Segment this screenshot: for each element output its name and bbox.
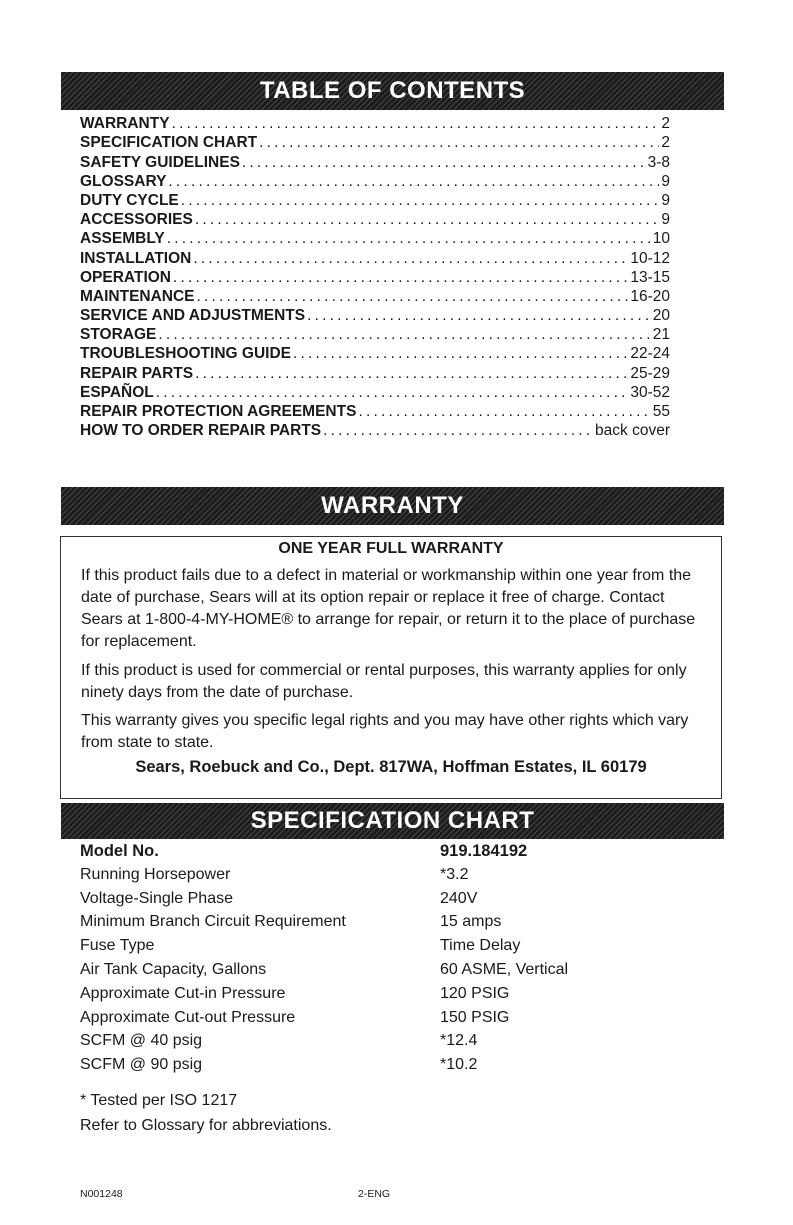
- toc-row: [80, 114, 670, 133]
- warranty-banner-title: WARRANTY: [321, 492, 464, 519]
- spec-label: Model No.: [80, 842, 159, 860]
- spec-header-row: [80, 840, 640, 864]
- spec-value: 919.184192: [440, 842, 528, 860]
- spec-value: 120 PSIG: [440, 984, 510, 1002]
- spec-row: [80, 959, 640, 983]
- warranty-banner: [61, 487, 724, 525]
- toc-row: [80, 306, 670, 325]
- toc-entry-title: ASSEMBLY: [80, 230, 165, 248]
- spec-banner-title: SPECIFICATION CHART: [250, 807, 535, 834]
- toc-leader-dots: [193, 249, 628, 268]
- spec-row: [80, 1030, 640, 1054]
- toc-row: [80, 402, 670, 421]
- toc-entry-page: 25-29: [630, 364, 670, 382]
- spec-label: SCFM @ 40 psig: [80, 1032, 203, 1050]
- toc-leader-dots: [173, 268, 628, 287]
- spec-label: Voltage-Single Phase: [80, 889, 233, 907]
- spec-value: *10.2: [440, 1056, 478, 1074]
- spec-row: [80, 935, 640, 959]
- footnote-tested: * Tested per ISO 1217: [80, 1092, 238, 1109]
- toc-entry-page: 16-20: [630, 287, 670, 305]
- toc-entry-page: 22-24: [630, 345, 670, 363]
- toc-entry-title: TROUBLESHOOTING GUIDE: [80, 345, 291, 363]
- warranty-address: Sears, Roebuck and Co., Dept. 817WA, Hoffman Estates, IL 60179: [135, 758, 647, 776]
- toc-entry-page: 3-8: [647, 153, 670, 171]
- toc-entry-page: back cover: [595, 422, 670, 440]
- toc-entry-page: 21: [652, 326, 670, 344]
- spec-label: Running Horsepower: [80, 865, 231, 883]
- toc-leader-dots: [242, 153, 646, 172]
- toc-row: [80, 383, 670, 402]
- toc-leader-dots: [181, 191, 660, 210]
- toc-entry-title: REPAIR PARTS: [80, 364, 194, 382]
- toc-row: [80, 344, 670, 363]
- toc-row: [80, 229, 670, 248]
- toc-entry-page: 9: [661, 172, 670, 190]
- warranty-paragraph-2: If this product is used for commercial or rental purposes, this warranty applies for only ninety days from the date of purchase.: [81, 662, 687, 701]
- toc-entry-page: 10: [652, 230, 670, 248]
- toc-banner: [61, 72, 724, 110]
- toc-entry-page: 9: [661, 211, 670, 229]
- toc-leader-dots: [167, 229, 651, 248]
- toc-entry-title: SERVICE AND ADJUSTMENTS: [80, 307, 306, 325]
- spec-value: *3.2: [440, 865, 469, 883]
- spec-row: [80, 911, 640, 935]
- toc-entry-page: 55: [652, 403, 670, 420]
- spec-label: Fuse Type: [80, 937, 155, 955]
- table-of-contents: [80, 114, 670, 440]
- toc-row: [80, 152, 670, 171]
- spec-row: [80, 864, 640, 888]
- spec-value: 60 ASME, Vertical: [440, 960, 569, 978]
- warranty-heading: ONE YEAR FULL WARRANTY: [278, 540, 504, 557]
- spec-label: SCFM @ 90 psig: [80, 1056, 203, 1074]
- toc-leader-dots: [172, 114, 660, 133]
- specification-chart: [80, 840, 640, 1078]
- toc-entry-title: SPECIFICATION CHART: [80, 134, 258, 152]
- spec-row: [80, 888, 640, 912]
- spec-label: Approximate Cut-in Pressure: [80, 984, 286, 1002]
- toc-leader-dots: [168, 172, 659, 191]
- toc-entry-title: HOW TO ORDER REPAIR PARTS: [80, 422, 322, 440]
- page-number: 2-ENG: [358, 1188, 391, 1200]
- toc-row: [80, 133, 670, 152]
- spec-value: 150 PSIG: [440, 1008, 510, 1026]
- spec-row: [80, 1054, 640, 1078]
- spec-value: *12.4: [440, 1032, 478, 1050]
- toc-leader-dots: [158, 325, 650, 344]
- document-code: N001248: [80, 1188, 123, 1200]
- toc-entry-title: ACCESSORIES: [80, 211, 193, 229]
- toc-leader-dots: [323, 421, 593, 440]
- toc-row: [80, 191, 670, 210]
- toc-entry-title: STORAGE: [80, 326, 157, 344]
- toc-entry-page: 10-12: [630, 249, 670, 267]
- warranty-box: [60, 536, 722, 799]
- toc-entry-page: 30-52: [630, 383, 670, 401]
- toc-entry-title: SAFETY GUIDELINES: [80, 153, 240, 171]
- toc-row: [80, 210, 670, 229]
- toc-entry-page: 13-15: [630, 268, 670, 286]
- toc-banner-title: TABLE OF CONTENTS: [259, 77, 526, 104]
- spec-label: Minimum Branch Circuit Requirement: [80, 913, 346, 931]
- toc-entry-title: MAINTENANCE: [80, 287, 195, 305]
- toc-row: [80, 287, 670, 306]
- spec-row: [80, 1007, 640, 1031]
- toc-entry-title: DUTY CYCLE: [80, 191, 179, 209]
- toc-entry-title: REPAIR PROTECTION AGREEMENTS: [80, 403, 357, 420]
- toc-entry-page: 2: [661, 134, 670, 152]
- warranty-paragraph-3: This warranty gives you specific legal rights and you may have other rights which vary from state to state.: [81, 712, 689, 751]
- toc-entry-title: GLOSSARY: [80, 172, 167, 190]
- toc-row: [80, 268, 670, 287]
- spec-value: Time Delay: [440, 937, 521, 955]
- spec-label: Approximate Cut-out Pressure: [80, 1008, 296, 1026]
- toc-entry-page: 20: [652, 307, 670, 325]
- toc-leader-dots: [259, 133, 659, 152]
- toc-leader-dots: [293, 344, 628, 363]
- spec-row: [80, 983, 640, 1007]
- warranty-paragraph-1: If this product fails due to a defect in material or workmanship within one year from the date of purchase, Sears will at its option repair or replace it free of charge. Contact Sears at 1-800-4-MY-HOME® to arrange for repair, or return it to the place of purchase for replacement.: [81, 567, 696, 650]
- toc-row: [80, 248, 670, 267]
- toc-leader-dots: [195, 364, 628, 383]
- toc-entry-title: OPERATION: [80, 268, 171, 286]
- toc-row: [80, 363, 670, 382]
- toc-leader-dots: [358, 402, 650, 421]
- toc-row: [80, 172, 670, 191]
- footnote-glossary: Refer to Glossary for abbreviations.: [80, 1117, 332, 1134]
- toc-entry-title: WARRANTY: [80, 115, 170, 133]
- spec-label: Air Tank Capacity, Gallons: [80, 960, 267, 978]
- toc-row: [80, 421, 670, 440]
- toc-leader-dots: [197, 287, 629, 306]
- toc-entry-title: INSTALLATION: [80, 249, 192, 267]
- toc-leader-dots: [195, 210, 660, 229]
- toc-entry-page: 9: [661, 191, 670, 209]
- spec-value: 15 amps: [440, 913, 502, 931]
- spec-banner: [61, 803, 724, 839]
- spec-value: 240V: [440, 889, 478, 907]
- toc-leader-dots: [307, 306, 651, 325]
- toc-leader-dots: [156, 383, 629, 402]
- toc-entry-page: 2: [661, 115, 670, 133]
- toc-entry-title: ESPAÑOL: [80, 383, 154, 401]
- toc-row: [80, 325, 670, 344]
